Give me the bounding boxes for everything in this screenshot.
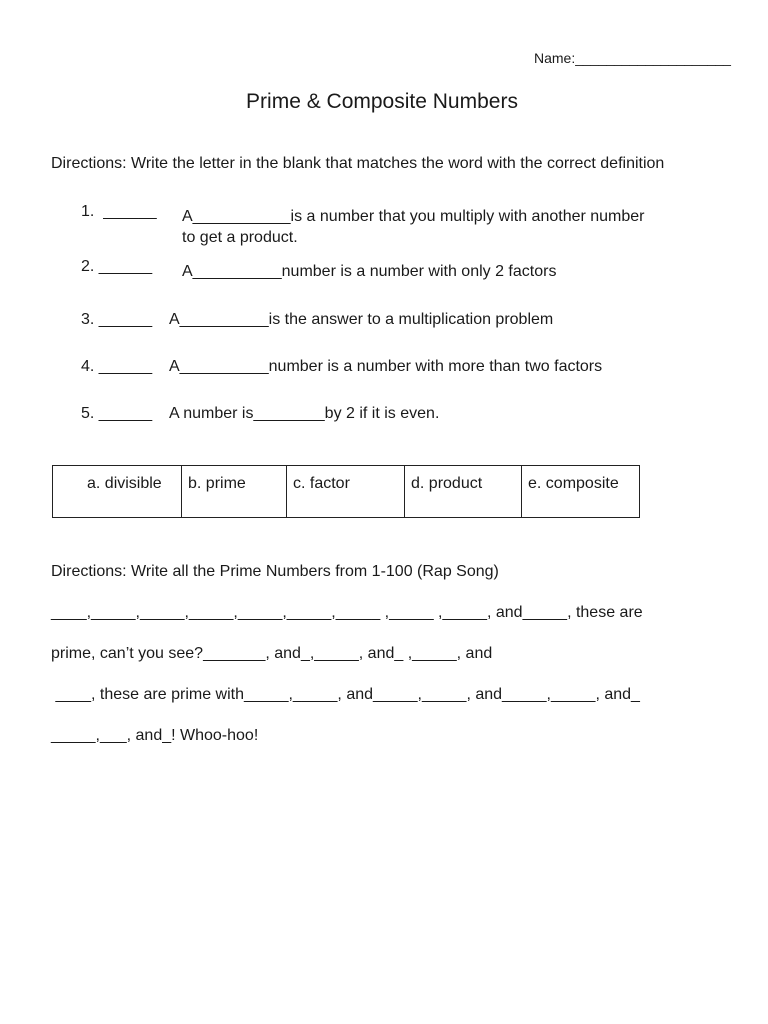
question-1-definition: A___________is a number that you multiply with another number bbox=[182, 208, 645, 225]
prime-song-line-1: ____,_____,_____,_____,_____,_____,_____ ,_____ ,_____, and_____, these are bbox=[51, 604, 643, 621]
question-4-definition: A__________number is a number with more than two factors bbox=[169, 358, 603, 375]
word-bank-prime: b. prime bbox=[182, 466, 287, 518]
page-title: Prime & Composite Numbers bbox=[246, 90, 518, 113]
word-bank-row bbox=[53, 466, 640, 518]
question-3-number: 3. ______ bbox=[81, 311, 153, 328]
word-bank-divisible: a. divisible bbox=[53, 466, 182, 518]
prime-song-line-3: ____, these are prime with_____,_____, and_____,_____, and_____,_____, and_ bbox=[51, 686, 640, 703]
question-2-number: 2. ______ bbox=[81, 258, 153, 275]
question-2-definition: A__________number is a number with only 2 factors bbox=[182, 263, 557, 280]
word-bank-product: d. product bbox=[405, 466, 522, 518]
question-1-definition-continued: to get a product. bbox=[182, 229, 298, 246]
question-4-number: 4. ______ bbox=[81, 358, 153, 375]
word-bank-table bbox=[52, 465, 640, 518]
prime-song-line-2: prime, can’t you see?_______, and_,_____, and_ ,_____, and bbox=[51, 645, 493, 662]
word-bank-factor: c. factor bbox=[287, 466, 405, 518]
question-5-number: 5. ______ bbox=[81, 405, 153, 422]
question-1-number: 1. ______ bbox=[81, 203, 157, 220]
prime-song-directions: Directions: Write all the Prime Numbers from 1-100 (Rap Song) bbox=[51, 563, 499, 580]
word-bank-composite: e. composite bbox=[522, 466, 640, 518]
matching-directions: Directions: Write the letter in the blank that matches the word with the correct definition bbox=[51, 155, 665, 172]
prime-song-line-4: _____,___, and_! Whoo-hoo! bbox=[51, 727, 259, 744]
question-3-definition: A__________is the answer to a multiplication problem bbox=[169, 311, 554, 328]
name-field-label: Name:____________________ bbox=[534, 50, 731, 66]
question-5-definition: A number is________by 2 if it is even. bbox=[169, 405, 440, 422]
